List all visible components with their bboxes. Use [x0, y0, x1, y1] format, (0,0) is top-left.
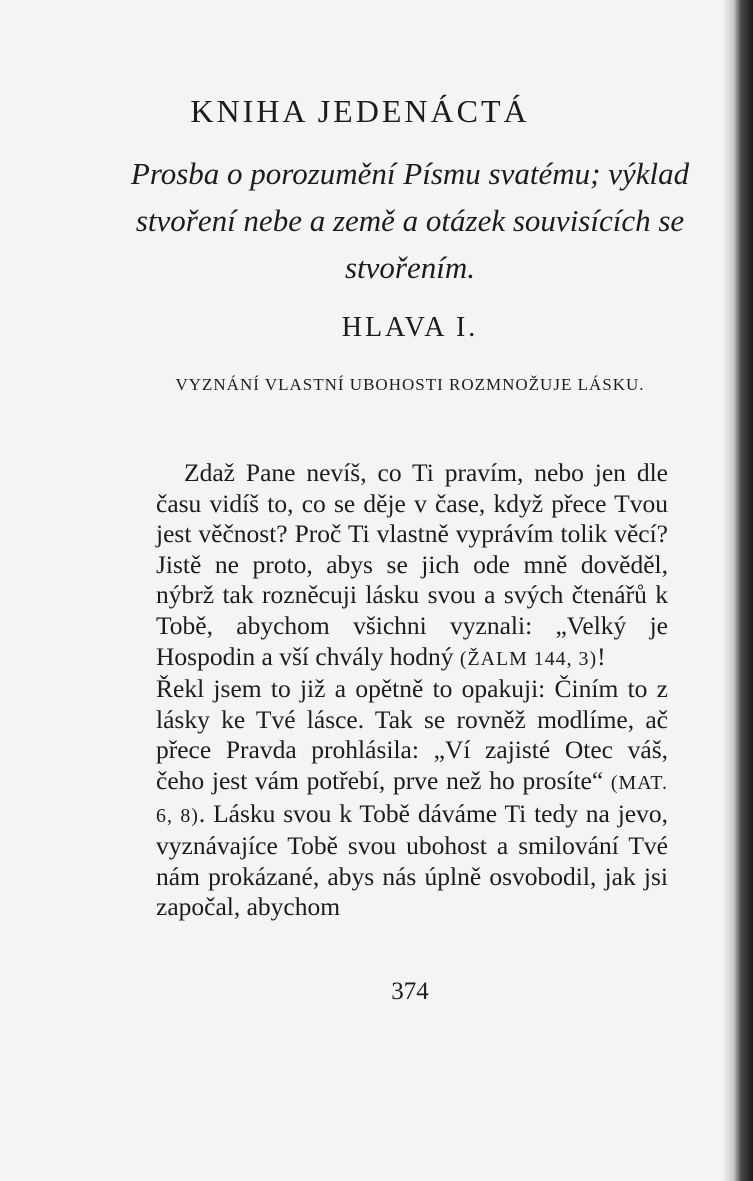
paragraph-1 — [156, 458, 668, 674]
book-title: KNIHA JEDENÁCTÁ — [190, 93, 530, 129]
page-number: 374 — [391, 978, 429, 1005]
book-subtitle: Prosba o porozumění Písmu svatému; výklad stvoření nebe a země a otázek souvisících se stvořením. — [130, 156, 690, 285]
paragraph-2-text: Řekl jsem to již a opětně to opakuji: Činím to z lásky ke Tvé lásce. Tak se rovněž modlíme, ač přece Pravda prohlásila: „Ví zajisté Otec váš, čeho jest vám potřebí, prve než ho prosíte“ — [156, 674, 668, 795]
chapter-heading: HLAVA I. — [341, 312, 479, 343]
body-text — [156, 458, 668, 923]
paragraph-2 — [156, 674, 668, 923]
chapter-subheading: VYZNÁNÍ VLASTNÍ UBOHOSTI ROZMNOŽUJE LÁSKU. — [175, 375, 645, 394]
psalm-reference: (ŽALM 144, 3) — [459, 647, 598, 670]
matthew-reference: (MAT. 6, 8) — [156, 771, 668, 827]
page-binding-edge — [723, 0, 753, 1181]
paragraph-1-end: ! — [597, 641, 606, 671]
paragraph-1-text: Zdaž Pane nevíš, co Ti pravím, nebo jen dle času vidíš to, co se děje v čase, když přece Tvou jest věčnost? Proč Ti vlastně vyprávím tolik věcí? Jistě ne proto, abys se jich ode mně dověděl, nýbrž tak rozněcuji lásku svou a svých čtenářů k Tobě, abychom všichni vyznali: „Velký je Hospodin a vší chvály hodný — [156, 458, 668, 671]
paragraph-2-text-after: . Lásku svou k Tobě dáváme Ti tedy na jevo, vyznávajíce Tobě svou ubohost a smilování Tvé nám prokázané, abys nás úplně osvobodil, jak jsi započal, abychom — [156, 798, 668, 922]
